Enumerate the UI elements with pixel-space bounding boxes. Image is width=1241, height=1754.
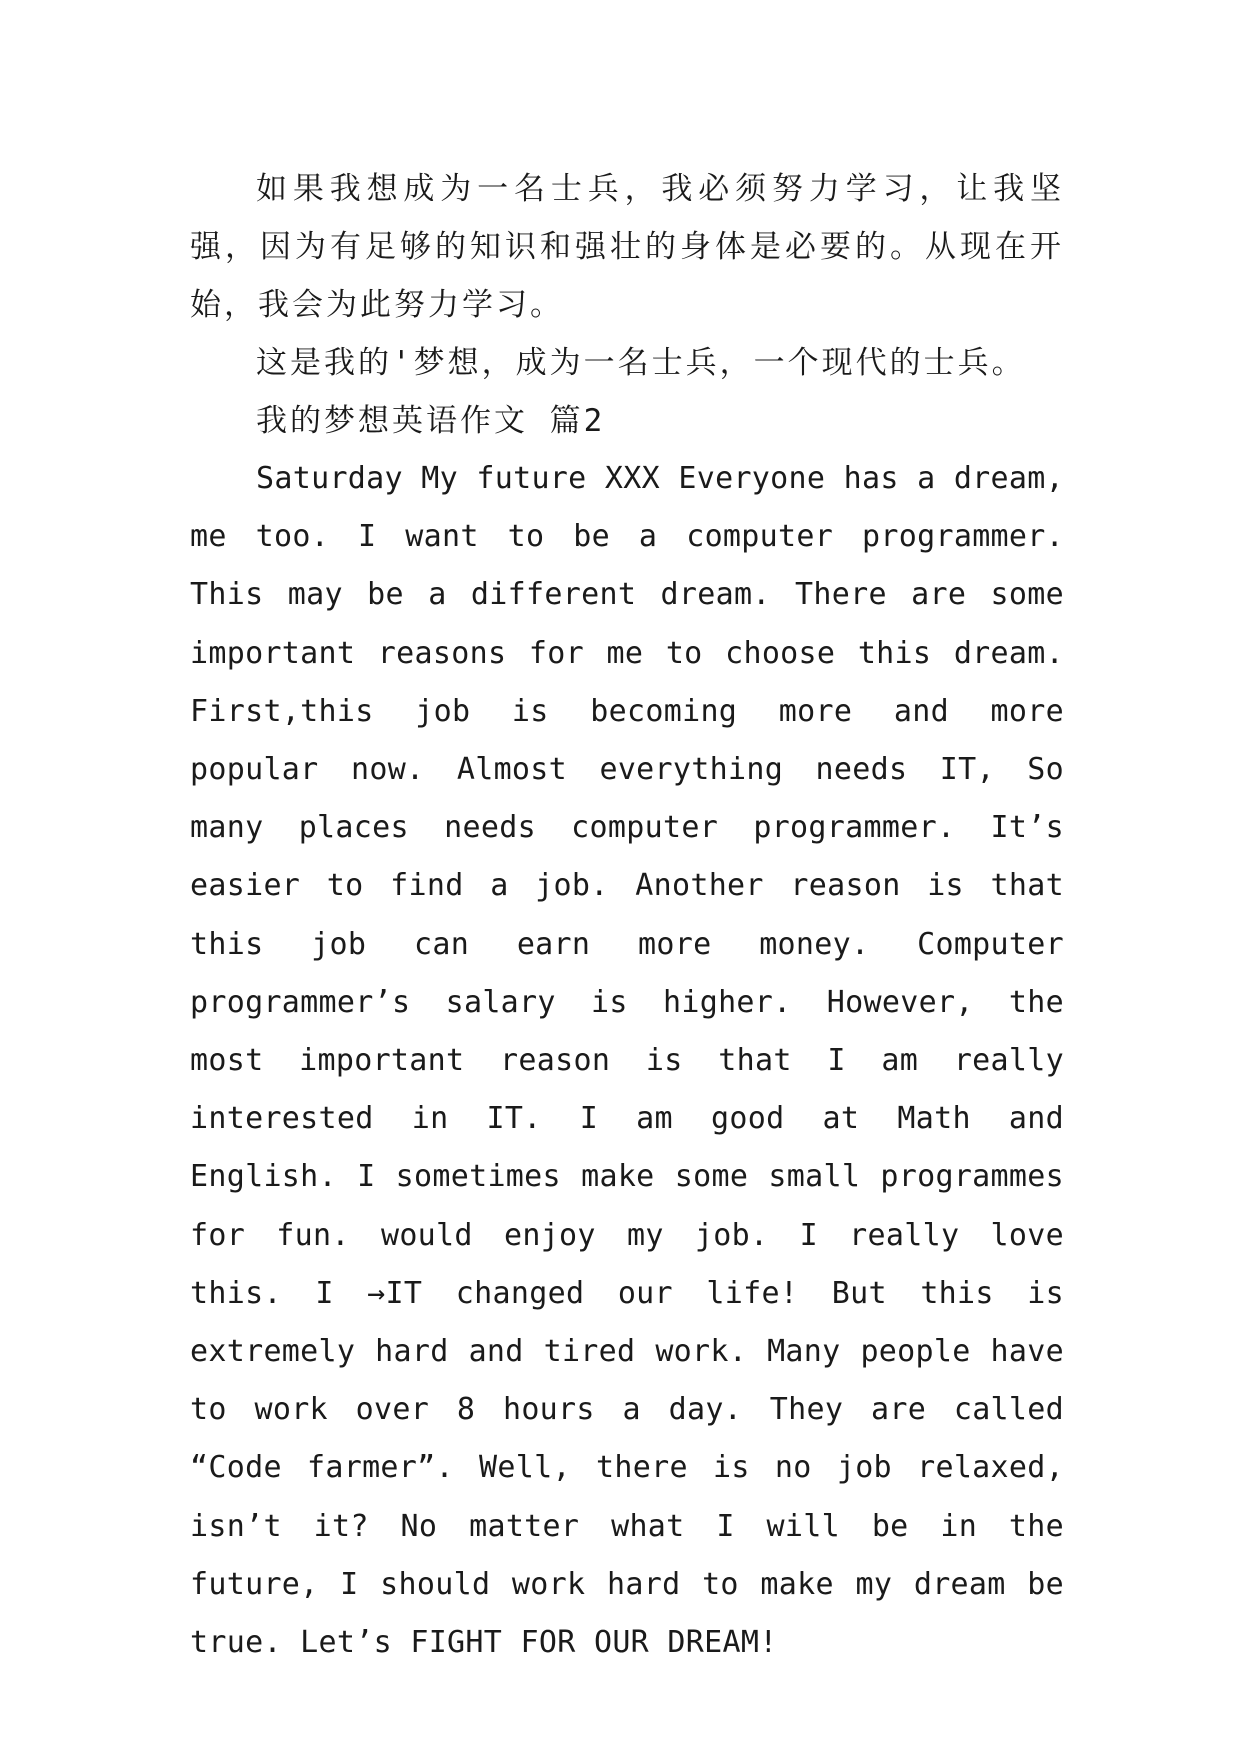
english-essay-paragraph: Saturday My future XXX Everyone has a dream, me too. I want to be a computer programmer. This may be a different dream. There are some important reasons for me to choose this dream. First,this job is becoming more and more popular now. Almost everything needs IT, So many places needs computer programmer. It’s easier to find a job. Another reason is that this job can earn more money. Computer programmer’s salary is higher. However, the most important reason is that I am really interested in IT. I am good at Math and English. I sometimes make some small programmes for fun. would enjoy my job. I really love this. I →IT changed our life! But this is extremely hard and tired work. Many people have to work over 8 hours a day. They are called “Code farmer”. Well, there is no job relaxed, isn’t it? No matter what I will be in the future, I should work hard to make my dream be true. Let’s FIGHT FOR OUR DREAM! xyxy=(190,461,1064,1661)
document-body xyxy=(190,160,1064,1672)
paragraph-soldier-dream: 这是我的'梦想，成为一名士兵，一个现代的士兵。 xyxy=(256,345,1026,381)
paragraph-soldier-study: 如果我想成为一名士兵，我必须努力学习，让我坚强，因为有足够的知识和强壮的身体是必要的。从现在开始，我会为此努力学习。 xyxy=(190,171,1064,323)
section-heading: 我的梦想英语作文 篇2 xyxy=(256,403,606,439)
